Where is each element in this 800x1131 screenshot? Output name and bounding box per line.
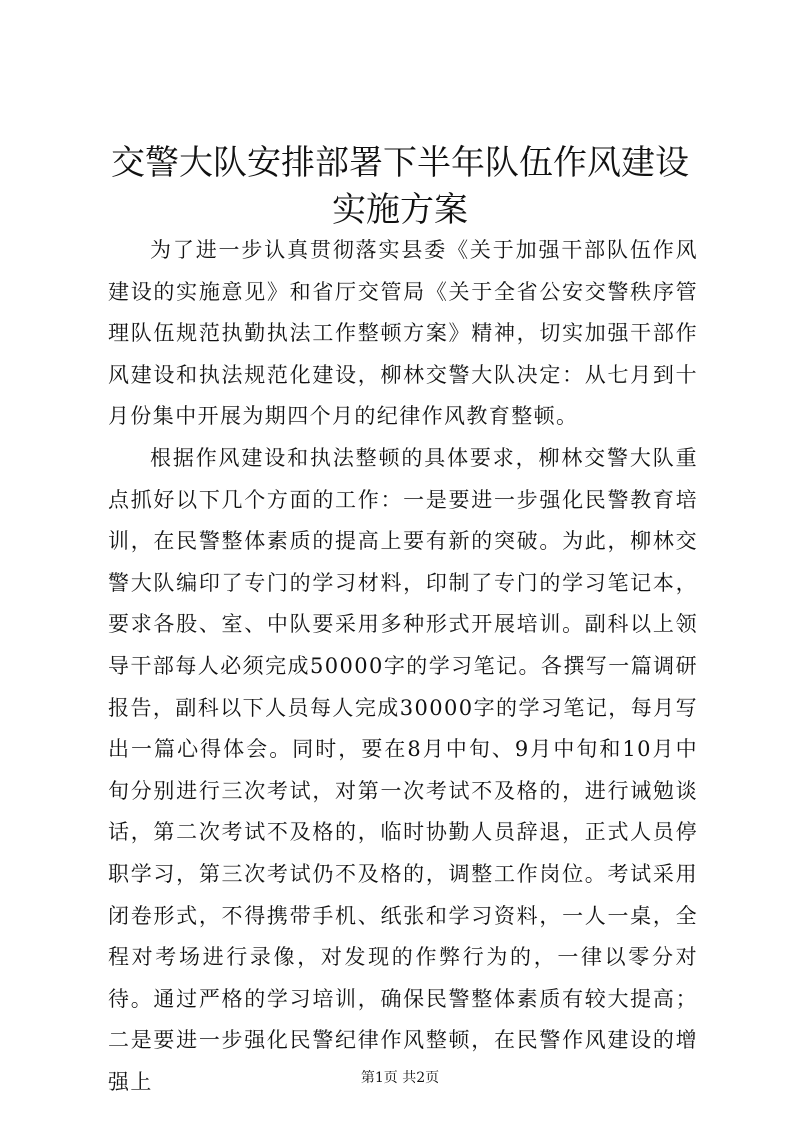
paragraph-2: 根据作风建设和执法整顿的具体要求，柳林交警大队重点抓好以下几个方面的工作：一是要进一步强化民警教育培训，在民警整体素质的提高上要有新的突破。为此，柳林交警大队编印了专门的学习材料，印制了专门的学习笔记本，要求各股、室、中队要采用多种形式开展培训。副科以上领导干部每人必须完成50000字的学习笔记。各撰写一篇调研报告，副科以下人员每人完成30000字的学习笔记，每月写出一篇心得体会。同时，要在8月中旬、9月中旬和10月中旬分别进行三次考试，对第一次考试不及格的，进行诫勉谈话，第二次考试不及格的，临时协勤人员辞退，正式人员停职学习，第三次考试仍不及格的，调整工作岗位。考试采用闭卷形式，不得携带手机、纸张和学习资料，一人一桌，全程对考场进行录像，对发现的作弊行为的，一律以零分对待。通过严格的学习培训，确保民警整体素质有较大提高；二是要进一步强化民警纪律作风整顿，在民警作风建设的增强上: [108, 445, 698, 1094]
page-number: 第1页 共2页: [360, 1070, 440, 1086]
document-body: [108, 230, 698, 1103]
document-title: 交警大队安排部署下半年队伍作风建设实施方案: [111, 143, 689, 230]
page-footer: [0, 1068, 800, 1088]
paragraph-1: 为了进一步认真贯彻落实县委《关于加强干部队伍作风建设的实施意见》和省厅交管局《关于全省公安交警秩序管理队伍规范执勤执法工作整顿方案》精神，切实加强干部作风建设和执法规范化建设，柳林交警大队决定：从七月到十月份集中开展为期四个月的纪律作风教育整顿。: [108, 238, 698, 429]
